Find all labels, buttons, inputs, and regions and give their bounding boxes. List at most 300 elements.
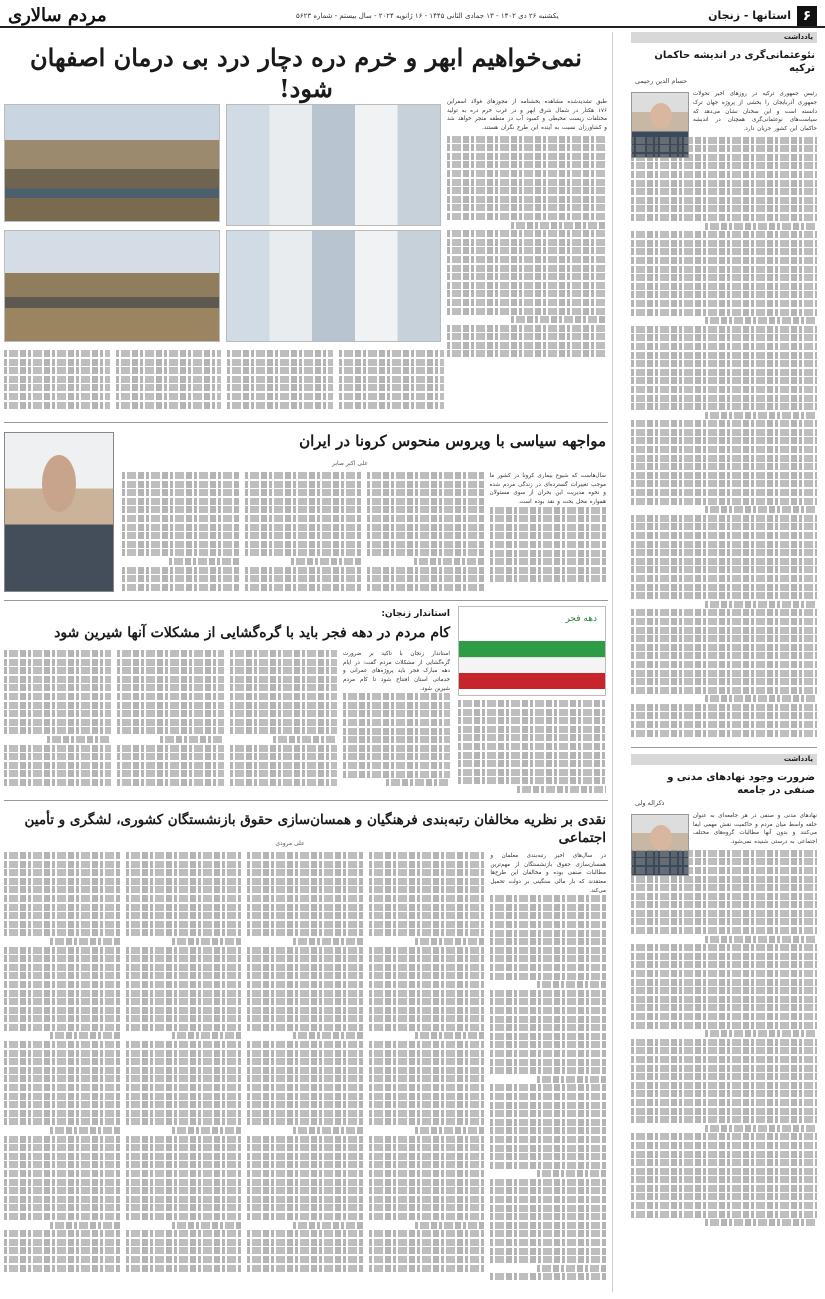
text-line [245,549,362,556]
text-line [126,878,242,885]
text-line [447,161,607,168]
text-line [126,852,242,859]
text-line [490,550,607,557]
text-line [631,687,817,694]
text-line [291,558,361,565]
text-line [172,1222,241,1229]
kicker: استاندار زنجان: [381,609,450,619]
text-line [631,1073,817,1080]
text-line [122,584,239,591]
text-line [247,1170,363,1177]
text-line [631,910,817,917]
text-line [4,964,120,971]
text-line [339,367,445,374]
text-line [631,1108,817,1115]
article2-col [490,472,607,592]
text-line [369,852,485,859]
text-line [227,359,333,366]
article1-col [116,350,222,410]
sidebar-article2-author: ذکراله ولی [635,798,665,807]
text-line [631,661,817,668]
text-line [631,944,817,951]
text-line [631,927,817,934]
text-line [447,282,607,289]
text-line [369,1187,485,1194]
article2-col [245,472,362,592]
text-line [631,730,817,737]
text-line [247,1196,363,1203]
text-line [245,481,362,488]
text-line [369,1067,485,1074]
text-line [490,1016,606,1023]
text-line [458,700,606,707]
text-line [447,153,607,160]
text-line [247,1041,363,1048]
text-line [631,377,817,384]
text-line [490,998,606,1005]
sidebar-article1-title: نئوعثمانی‌گری در اندیشه حاکمان ترکیه [654,50,815,74]
text-line [631,644,817,651]
text-line [117,779,224,786]
text-line [369,1247,485,1254]
text-line [631,240,817,247]
text-line [369,861,485,868]
text-line [490,541,607,548]
text-line [490,567,607,574]
text-line [369,1084,485,1091]
sidebar-article1-author: حسام الدین رحیمی [635,77,688,85]
text-line [122,489,239,496]
text-line [116,393,222,400]
text-line [247,1265,363,1272]
article3-col [343,650,450,788]
text-line [117,676,224,683]
text-line [631,137,817,144]
text-line [631,248,817,255]
text-line [490,1119,606,1126]
text-line [490,1033,606,1040]
text-line [447,170,607,177]
text-line [458,734,606,741]
text-line [247,869,363,876]
text-line [117,659,224,666]
text-line [122,472,239,479]
text-line [447,213,607,220]
text-line [415,1032,484,1039]
text-line [631,901,817,908]
text-line [4,981,120,988]
article2-col [122,472,239,592]
text-line [4,1067,120,1074]
text-line [247,1084,363,1091]
text-line [230,693,337,700]
text-line [631,1065,817,1072]
divider [4,600,608,601]
text-line [490,904,606,911]
text-line [339,402,445,409]
text-line [705,412,817,419]
text-line [367,506,484,513]
text-line [490,1110,606,1117]
text-line [447,247,607,254]
text-line [490,964,606,971]
text-line [4,1136,120,1143]
text-line [126,1075,242,1082]
text-line [631,704,817,711]
text-line [490,1102,606,1109]
article1-lead: طبق تشدید‌شده مشاهده بخشنامه از مجوزهای فولاد اسفراین ۱۷۶ هکتار در شمال شرق ابهر و در غرب خرم دره به تولید مختلفات زیست محیطی و کمبود آب در منطقه منجر خواهد شد و کشاورزان نسبت به آینده این طرح نگران هستند. [447,99,607,131]
text-line [4,650,111,657]
text-line [117,762,224,769]
text-line [4,1024,120,1031]
text-line [126,990,242,997]
text-line [631,918,817,925]
text-line [705,695,817,702]
text-line [122,506,239,513]
text-line [247,947,363,954]
text-line [230,702,337,709]
article4-columns [4,852,606,1282]
text-line [230,770,337,777]
text-line [4,1247,120,1254]
text-line [369,904,485,911]
header-section [708,6,817,26]
text-line [227,384,333,391]
text-line [369,1265,485,1272]
text-line [369,886,485,893]
text-line [126,1110,242,1117]
text-line [490,955,606,962]
text-line [245,575,362,582]
text-line [369,1204,485,1211]
text-line [631,1142,817,1149]
text-line [4,904,120,911]
text-line [367,481,484,488]
text-line [631,197,817,204]
text-line [490,558,607,565]
text-line [343,710,450,717]
byline: علی اکبر صابر [332,460,368,467]
text-line [458,726,606,733]
text-line [631,1047,817,1054]
text-line [631,1193,817,1200]
text-line [631,480,817,487]
text-line [247,955,363,962]
article1-column [447,98,607,359]
article1-continued [4,350,444,410]
column-divider [612,32,613,1292]
text-line [245,567,362,574]
text-line [631,867,817,874]
text-line [245,472,362,479]
text-line [369,1144,485,1151]
text-line [490,973,606,980]
text-line [447,179,607,186]
text-line [631,1202,817,1209]
text-line [247,998,363,1005]
text-line [367,567,484,574]
text-line [126,964,242,971]
text-line [490,1162,606,1169]
text-line [50,1127,119,1134]
text-line [117,753,224,760]
text-line [369,1230,485,1237]
text-line [4,779,111,786]
text-line [369,1136,485,1143]
text-line [367,472,484,479]
text-line [227,376,333,383]
text-line [447,136,607,143]
text-line [227,393,333,400]
text-line [386,779,450,786]
note-label: یادداشت [631,32,817,43]
text-line [122,524,239,531]
text-line [245,506,362,513]
text-line [415,938,484,945]
text-line [247,912,363,919]
text-line [4,947,120,954]
text-line [343,728,450,735]
text-line [247,1136,363,1143]
text-line [490,1213,606,1220]
article3-columns [4,650,450,788]
text-line [126,1024,242,1031]
text-line [247,1050,363,1057]
text-line [458,717,606,724]
text-line [126,1256,242,1263]
text-line [4,1196,120,1203]
text-line [126,1247,242,1254]
text-line [126,1265,242,1272]
text-line [172,938,241,945]
text-line [247,964,363,971]
text-line [369,929,485,936]
text-line [122,541,239,548]
text-line [247,990,363,997]
text-line [631,145,817,152]
text-line [126,912,242,919]
text-line [369,1024,485,1031]
text-line [126,1144,242,1151]
text-line [126,998,242,1005]
text-line [537,981,606,988]
text-line [122,481,239,488]
text-line [247,929,363,936]
text-line [247,1093,363,1100]
text-line [4,1007,120,1014]
page-number: ۶ [797,6,817,26]
text-line [4,972,120,979]
text-line [490,930,606,937]
text-line [126,929,242,936]
text-line [230,719,337,726]
divider [4,800,608,801]
text-line [369,1170,485,1177]
text-line [631,1116,817,1123]
text-line [631,712,817,719]
text-line [126,1161,242,1168]
text-line [369,1050,485,1057]
text-line [4,886,120,893]
text-line [447,333,607,340]
text-line [631,395,817,402]
text-line [447,325,607,332]
text-line [126,1067,242,1074]
text-line [126,1041,242,1048]
text-line [117,770,224,777]
text-line [117,667,224,674]
text-line [339,393,445,400]
text-line [247,981,363,988]
text-line [230,745,337,752]
text-line [490,532,607,539]
text-line [631,541,817,548]
text-line [447,230,607,237]
section-name: استانها - زنجان [708,9,791,23]
text-line [631,420,817,427]
text-line [116,376,222,383]
text-line [631,472,817,479]
text-line [4,659,111,666]
text-line [369,921,485,928]
text-line [4,402,110,409]
text-line [447,265,607,272]
text-line [631,1013,817,1020]
text-line [447,290,607,297]
sidebar-article2-body [631,850,817,1227]
text-line [447,239,607,246]
text-line [367,489,484,496]
text-line [339,350,445,357]
text-line [490,1273,606,1280]
article2-lead: سال‌هاست که شیوع بیماری کرونا در کشور ما موجب تغییرات گسترده‌ای در زندگی مردم شده و نحوه مدیریت این بحران از سوی مسئولان همواره محل بحث و نقد بوده است. [489,473,606,505]
text-line [247,861,363,868]
text-line [490,1145,606,1152]
text-line [490,1050,606,1057]
text-line [705,1219,817,1226]
text-line [245,498,362,505]
sidebar-article1-text: رئیس جمهوری ترکیه در روزهای اخیر تحولات جمهوری آذربایجان را بخشی از پروژه جهان ترک دانسته است و این سخنان نشان می‌دهد که سیاست‌های نوعثمانی‌گری همچنان در اندیشه حاکمان این کشور جریان دارد. [693,91,817,133]
text-line [247,1007,363,1014]
text-line [490,1127,606,1134]
text-line [230,684,337,691]
newspaper-logo: مردم سالاری [8,4,107,26]
text-line [245,584,362,591]
text-line [343,719,450,726]
text-line [126,981,242,988]
text-line [4,921,120,928]
text-line [4,878,120,885]
text-line [126,1007,242,1014]
text-line [631,953,817,960]
text-line [230,659,337,666]
text-line [369,1213,485,1220]
text-line [631,1211,817,1218]
text-line [705,1125,817,1132]
text-line [490,1196,606,1203]
text-line [631,523,817,530]
text-line [631,884,817,891]
text-line [631,1004,817,1011]
text-line [227,350,333,357]
text-line [490,1059,606,1066]
text-line [4,359,110,366]
text-line [126,886,242,893]
text-line [247,1230,363,1237]
text-line [631,893,817,900]
text-line [631,652,817,659]
text-line [126,955,242,962]
text-line [169,558,239,565]
text-line [230,667,337,674]
text-line [293,938,362,945]
text-line [631,1039,817,1046]
text-line [631,1082,817,1089]
text-line [447,256,607,263]
text-line [367,584,484,591]
text-line [4,1084,120,1091]
text-line [273,736,337,743]
headline-ecology: نمی‌خواهیم ابهر و خرم دره دچار درد بی درمان اصفهان شود! [30,43,582,104]
text-line [4,929,120,936]
text-line [631,635,817,642]
text-line [126,895,242,902]
text-line [631,180,817,187]
text-line [631,850,817,857]
text-line [247,1144,363,1151]
text-line [50,1032,119,1039]
text-line [247,1101,363,1108]
article3-col [230,650,337,788]
text-line [517,786,606,793]
text-line [369,1058,485,1065]
text-line [122,498,239,505]
article3-lead: استاندار زنجان با تاکید بر ضرورت گره‌گشایی از مشکلات مردم گفت: در ایام دهه مبارک فجر باید پروژه‌های عمرانی و خدماتی استان افتتاح شود تا کام مردم شیرین شود. [343,651,450,692]
text-line [126,869,242,876]
newspaper-header [0,6,825,28]
text-line [458,709,606,716]
text-line [447,342,607,349]
text-line [631,429,817,436]
text-line [247,1110,363,1117]
text-line [122,575,239,582]
text-line [631,609,817,616]
text-line [631,283,817,290]
text-line [458,777,606,784]
text-line [367,575,484,582]
text-line [705,506,817,513]
text-line [4,702,111,709]
text-line [126,921,242,928]
text-line [490,1256,606,1263]
text-line [126,972,242,979]
text-line [247,1153,363,1160]
text-line [247,1204,363,1211]
headline-governor: کام مردم در دهه فجر باید با گره‌گشایی از مشکلات آنها شیرین شود [54,625,450,641]
text-line [369,990,485,997]
text-line [230,762,337,769]
text-line [126,1050,242,1057]
text-line [4,1015,120,1022]
text-line [117,693,224,700]
text-line [631,592,817,599]
text-line [490,938,606,945]
text-line [247,1179,363,1186]
text-line [490,575,607,582]
text-line [116,384,222,391]
text-line [490,515,607,522]
text-line [4,990,120,997]
